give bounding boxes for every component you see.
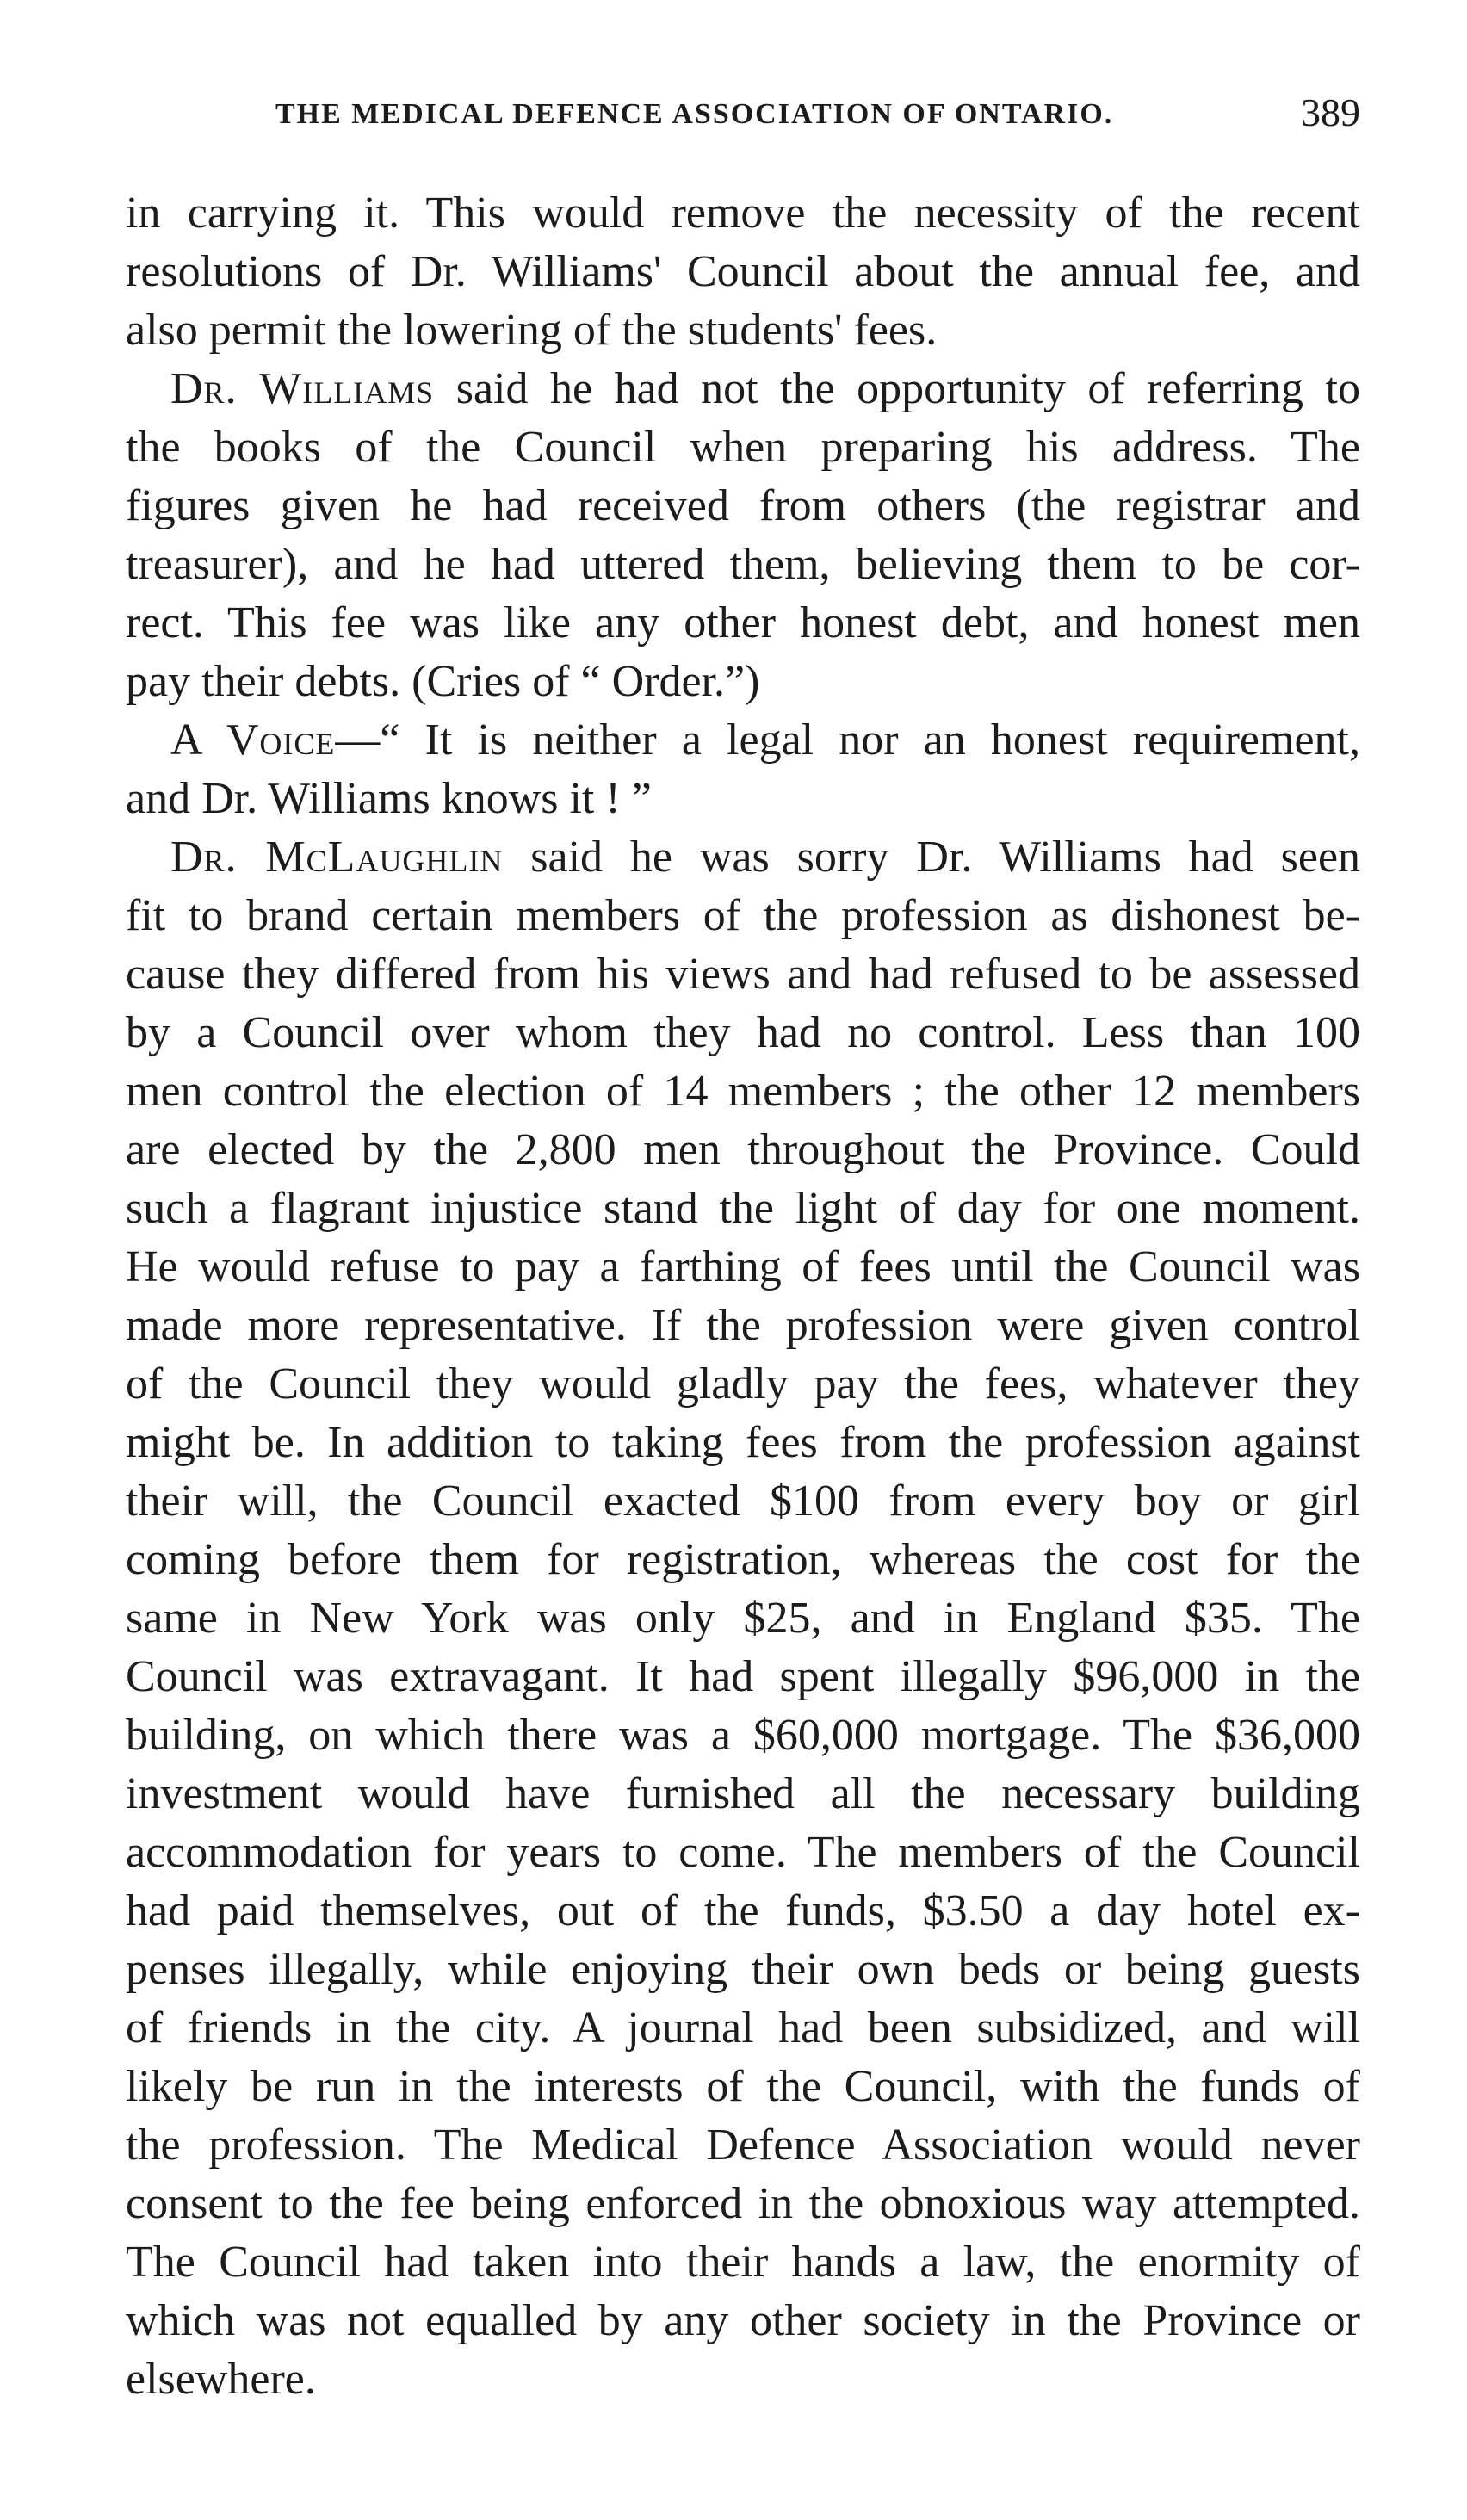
text-line: penses illegally, while enjoying their own beds or being guests [126, 1945, 1360, 1994]
running-title: THE MEDICAL DEFENCE ASSOCIATION OF ONTARIO. [275, 98, 1114, 130]
text-line: had paid themselves, out of the funds, $3.50 a day hotel ex- [126, 1886, 1360, 1935]
text-line: same in New York was only $25, and in England $35. The [126, 1594, 1360, 1643]
line-text: —“ It is neither a legal nor an honest requirement, [335, 715, 1360, 765]
text-line: elsewhere. [126, 2355, 316, 2404]
text-line: the books of the Council when preparing his address. The [126, 423, 1360, 472]
speaker-name: Dr. Williams [170, 364, 435, 413]
running-header [129, 86, 1360, 146]
text-line: Council was extravagant. It had spent illegally $96,000 in the [126, 1652, 1360, 1701]
text-line: made more representative. If the profession were given control [126, 1301, 1360, 1350]
text-line: consent to the fee being enforced in the obnoxious way attempted. [126, 2179, 1360, 2228]
text-line: might be. In addition to taking fees from the profession against [126, 1418, 1360, 1467]
text-line: cause they differed from his views and had refused to be assessed [126, 950, 1360, 999]
text-line: resolutions of Dr. Williams' Council about the annual fee, and [126, 247, 1360, 296]
text-line: He would refuse to pay a farthing of fees until the Council was [126, 1242, 1360, 1291]
text-line: accommodation for years to come. The members of the Council [126, 1828, 1360, 1877]
text-line: such a flagrant injustice stand the light of day for one moment. [126, 1184, 1360, 1233]
text-line: of friends in the city. A journal had been subsidized, and will [126, 2003, 1360, 2053]
text-line: in carrying it. This would remove the necessity of the recent [126, 189, 1360, 238]
line-text: said he had not the opportunity of referring to [455, 364, 1360, 413]
text-line: rect. This fee was like any other honest debt, and honest men [126, 598, 1360, 647]
text-line: building, on which there was a $60,000 mortgage. The $36,000 [126, 1711, 1360, 1760]
text-line: which was not equalled by any other society in the Province or [126, 2296, 1360, 2345]
line-text: said he was sorry Dr. Williams had seen [530, 833, 1361, 882]
text-line: also permit the lowering of the students' fees. [126, 306, 938, 355]
text-line: the profession. The Medical Defence Association would never [126, 2121, 1360, 2170]
text-line: figures given he had received from others (the registrar and [126, 481, 1360, 530]
text-line: are elected by the 2,800 men throughout the Province. Could [126, 1125, 1360, 1174]
text-line: their will, the Council exacted $100 from every boy or girl [126, 1477, 1360, 1526]
text-line: men control the election of 14 members ; the other 12 members [126, 1067, 1360, 1116]
text-line [126, 711, 1360, 770]
speaker-name: A Voice [170, 715, 336, 765]
page-number: 389 [1301, 90, 1360, 134]
text-line [126, 828, 1360, 887]
text-line: of the Council they would gladly pay the fees, whatever they [126, 1359, 1360, 1409]
body-text [126, 184, 1360, 2409]
text-line: and Dr. Williams knows it ! ” [126, 774, 652, 823]
text-line: by a Council over whom they had no control. Less than 100 [126, 1008, 1360, 1057]
text-line: investment would have furnished all the necessary building [126, 1769, 1360, 1818]
text-line: coming before them for registration, whereas the cost for the [126, 1535, 1360, 1584]
text-line: pay their debts. (Cries of “ Order.”) [126, 657, 760, 706]
text-line: fit to brand certain members of the profession as dishonest be- [126, 891, 1360, 940]
text-line [126, 360, 1360, 418]
speaker-name: Dr. McLaughlin [170, 833, 504, 882]
text-line: The Council had taken into their hands a law, the enormity of [126, 2238, 1360, 2287]
text-line: treasurer), and he had uttered them, believing them to be cor- [126, 540, 1360, 589]
text-line: likely be run in the interests of the Council, with the funds of [126, 2062, 1360, 2111]
